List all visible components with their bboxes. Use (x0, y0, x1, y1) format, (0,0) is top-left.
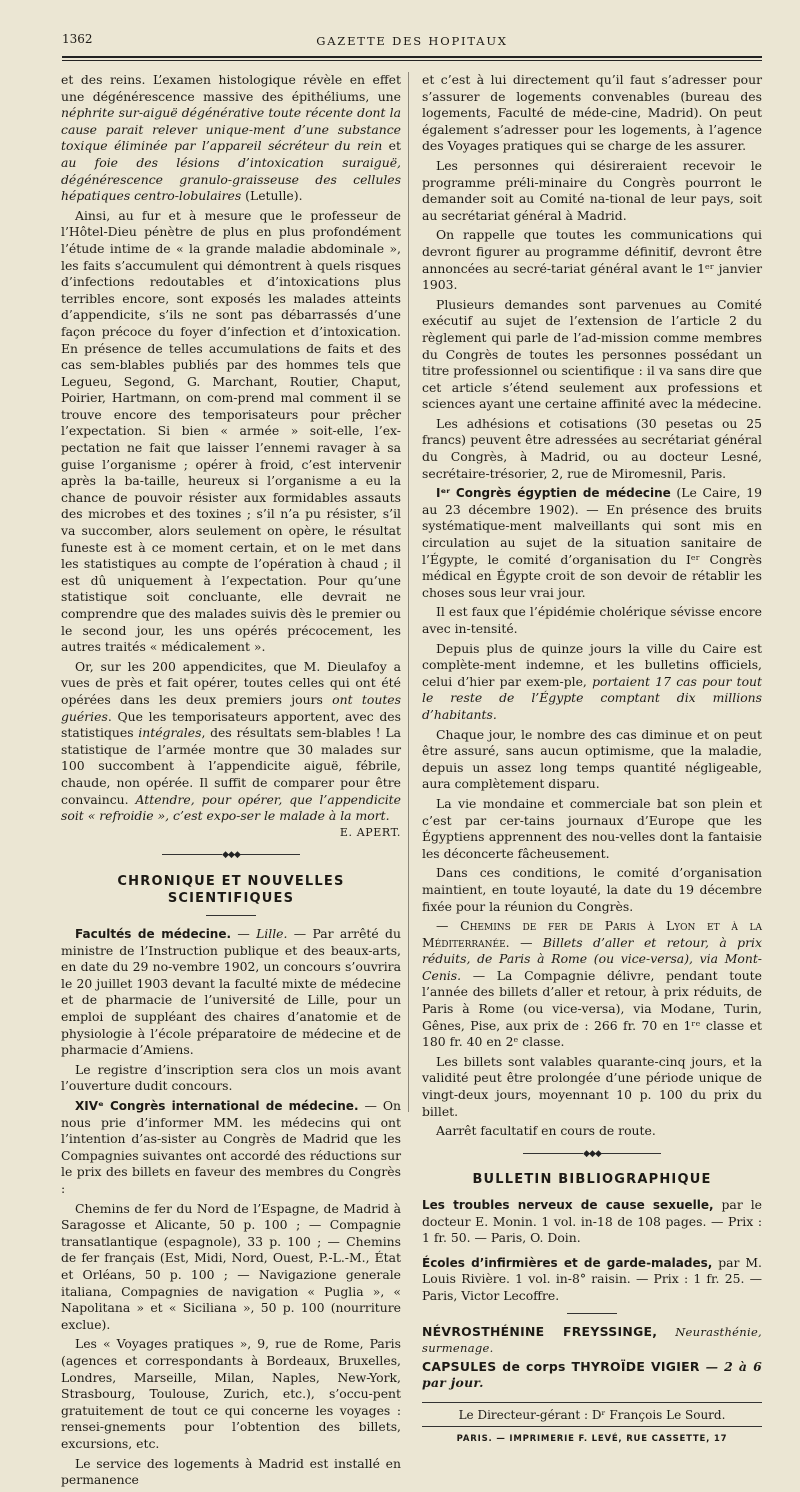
footer-rule (422, 1426, 762, 1427)
news-paragraph: Il est faux que l’épidémie cholérique sévisse encore avec in-tensité. (422, 604, 762, 636)
news-paragraph: Facultés de médecine. — Lille. — Par arrêté du ministre de l’Instruction publique et des beaux-arts, en date du 29 no-vembre 1902, un concours s’ouvrira le 20 juillet 1903 devant la faculté mixte de médecine et de pharmacie de l’université de Lille, pour un emploi de suppléant des chaires d’anatomie et de physiologie à l’école préparatoire de médecine et de pharmacie d’Amiens. (61, 926, 401, 1058)
article-paragraph: Or, sur les 200 appendicites, que M. Dieulafoy a vues de près et fait opérer, toutes celles qui ont été opérées dans les deux premiers jours ont toutes guéries. Que les temporisateurs apportent, avec des statistiques intégrales, des résultats sem-blables ! La statistique de l’armée montre que 30 malades sur 100 succombent à l’appendicite aiguë, fébrile, chaude, non opérée. Il suffit de comparer pour être convaincu. Attendre, pour opérer, que l’appendicite soit « refroidie », c’est expo-ser le malade à la mort. E. APERT. (61, 659, 401, 825)
news-paragraph: Depuis plus de quinze jours la ville du Caire est complète-ment indemne, et les bulletins officiels, celui d’hier par exem-ple, portaient 17 cas pour tout le reste de l’Égypte comptant dix millions d’habitants. (422, 640, 762, 722)
news-paragraph: Les adhésions et cotisations (30 pesetas ou 25 francs) peuvent être adressées au secrétariat général du Congrès, à Madrid, ou au docteur Lesné, secrétaire-trésorier, 2, rue de Miromesnil, Paris. (422, 415, 762, 481)
news-paragraph: Les « Voyages pratiques », 9, rue de Rome, Paris (agences et correspondants à Bordeaux, Bruxelles, Londres, Marseille, Milan, Naples, New-York, Strasbourg, Toulouse, Zurich, etc.), s’occu-pent gratuitement de tout ce qui concerne les voyages : rensei-gnements pour l’obtention des billets, excursions, etc. (61, 1336, 401, 1451)
article-paragraph: et des reins. L’examen histologique révèle en effet une dégénérescence massive des épithéliums, une néphrite sur-aiguë dégénérative toute récente dont la cause parait relever unique-ment d’une substance toxique éliminée par l’appareil sécréteur du rein et au foie des lésions d’intoxication suraiguë, dégénérescence granulo-graisseuse des cellules hépatiques centro-lobulaires (Letulle). (61, 72, 401, 204)
right-column (422, 72, 762, 1450)
page-header (62, 26, 762, 66)
printer-credit: PARIS. — IMPRIMERIE F. LEVÉ, RUE CASSETTE, 17 (456, 1433, 728, 1444)
director-credit: Le Directeur-gérant : Dʳ François Le Sourd. (458, 1407, 726, 1422)
author-signature: E. APERT. (339, 825, 401, 839)
short-rule (206, 915, 256, 916)
news-paragraph: On rappelle que toutes les communications qui devront figurer au programme définitif, devront être annoncées au secré-tariat général avant le 1ᵉʳ janvier 1903. (422, 227, 762, 293)
ornament-divider: ◆◆◆ (61, 847, 401, 864)
news-paragraph: Iᵉʳ Congrès égyptien de médecine (Le Caire, 19 au 23 décembre 1902). — En présence des bruits systématique-ment malveillants qui sont mis en circulation au sujet de la situation sanitaire de l’Égypte, le comité d’organisation du Iᵉʳ Congrès médical en Égypte croit de son devoir de rétablir les choses sous leur vrai jour. (422, 485, 762, 600)
news-paragraph: XIVᵉ Congrès international de médecine. — On nous prie d’informer MM. les médecins qui ont l’intention d’as-sister au Congrès de Madrid que les Compagnies suivantes ont accordé des réductions sur le prix des billets en faveur des membres du Congrès : (61, 1098, 401, 1196)
journal-title: GAZETTE DES HOPITAUX (316, 34, 508, 48)
advertisement-line: NÉVROSTHÉNINE FREYSSINGE, Neurasthénie, surmenage. (422, 1323, 762, 1356)
left-column (61, 72, 401, 1492)
page-number: 1362 (62, 32, 93, 46)
news-paragraph: et c’est à lui directement qu’il faut s’adresser pour s’assurer de logements convenables (bureau des logements, Faculté de méde-cine, Madrid). On peut également s’adresser pour les logements, à l’agence des Voyages pratiques qui se charge de les assurer. (422, 72, 762, 154)
news-paragraph: Le service des logements à Madrid est installé en permanence (61, 1455, 401, 1488)
news-paragraph: Plusieurs demandes sont parvenues au Comité exécutif au sujet de l’extension de l’article 2 du règlement qui parle de l’ad-mission comme membres du Congrès de toutes les personnes possédant un titre professionnel ou scientifique : il va sans dire que cet article s’étend seulement aux professions et sciences ayant une certaine affinité avec la médecine. (422, 296, 762, 412)
advertisement-line: CAPSULES de corps THYROÏDE VIGIER — 2 à 6 par jour. (422, 1358, 762, 1391)
bibliography-entry: Les troubles nerveux de cause sexuelle, par le docteur E. Monin. 1 vol. in-18 de 108 pages. — Prix : 1 fr. 50. — Paris, O. Doin. (422, 1197, 762, 1246)
news-paragraph: La vie mondaine et commerciale bat son plein et c’est par cer-tains journaux d’Europe que les Égyptiens apprennent des nou-velles dont la fantaisie les déconcerte fâcheusement. (422, 795, 762, 861)
ornament-divider: ◆◆◆ (422, 1146, 762, 1163)
news-paragraph: — Chemins de fer de Paris à Lyon et à la Méditerranée. — Billets d’aller et retour, à prix réduits, de Paris à Rome (ou vice-versa), via Mont-Cenis. — La Compagnie délivre, pendant toute l’année des billets d’aller et retour, à prix réduits, de Paris à Rome (ou vice-versa), via Modane, Turin, Gênes, Pise, aux prix de : 266 fr. 70 en 1ʳᵉ classe et 180 fr. 40 en 2ᵉ classe. (422, 918, 762, 1050)
news-paragraph: Le registre d’inscription sera clos un mois avant l’ouverture dudit concours. (61, 1061, 401, 1094)
news-paragraph: Dans ces conditions, le comité d’organisation maintient, en toute loyauté, la date du 19 décembre fixée pour la réunion du Congrès. (422, 865, 762, 914)
short-rule (567, 1313, 617, 1314)
news-paragraph: Chaque jour, le nombre des cas diminue et on peut être assuré, sans aucun optimisme, que la maladie, depuis un assez long temps quantité négligeable, aura complètement disparu. (422, 726, 762, 792)
section-title-chronique: CHRONIQUE ET NOUVELLES SCIENTIFIQUES (117, 873, 345, 906)
header-rule (62, 56, 762, 61)
bibliography-entry: Écoles d’infirmières et de garde-malades, par M. Louis Rivière. 1 vol. in-8° raisin. — Prix : 1 fr. 25. — Paris, Victor Lecoffre. (422, 1254, 762, 1303)
article-paragraph: Ainsi, au fur et à mesure que le professeur de l’Hôtel-Dieu pénètre de plus en plus profondément l’étude intime de « la grande maladie abdominale », les faits s’accumulent qui démontrent à quels risques d’infections redoutables et d’intoxications plus terribles encore, sont exposés les malades atteints d’appendicite, s’ils ne sont pas débarrassés d’une façon précoce du foyer d’infection et d’intoxication. En présence de telles accumulations de faits et des cas sem-blables publiés par des hommes tels que Legueu, Segond, G. Marchant, Routier, Chaput, Poirier, Hartmann, on com-prend mal comment il se trouve encore des temporisateurs pour prêcher l’expectation. Si bien « armée » soit-elle, l’ex-pectation ne fait que laisser l’ennemi ravager à sa guise l’organisme ; opérer à froid, c’est intervenir après la ba-taille, heureux si l’organisme a eu la chance de pouvoir résister aux formidables assauts des microbes et des toxines ; s’il n’a pu résister, s’il va succomber, alors seulement on opère, le résultat funeste est à ce moment certain, et on le met dans les statistiques au compte de l’opération à chaud ; il est dû uniquement à l’expectation. Pour qu’une statistique soit concluante, elle devrait ne comprendre que des malades suivis dès le premier ou le second jour, les uns opérés précocement, les autres traités « médicalement ». (61, 207, 401, 655)
news-paragraph: Les personnes qui désireraient recevoir le programme préli-minaire du Congrès pourront le demander soit au Comité na-tional de leur pays, soit au secrétariat général à Madrid. (422, 157, 762, 223)
news-paragraph: Chemins de fer du Nord de l’Espagne, de Madrid à Saragosse et Alicante, 50 p. 100 ; — Compagnie transatlantique (espagnole), 33 p. 100 ; — Chemins de fer français (Est, Midi, Nord, Ouest, P.-L.-M., État et Orléans, 50 p. 100 ; — Navigazione generale italiana, Compagnies de navigation « Puglia », « Napolitana » et « Siciliana », 50 p. 100 (nourriture exclue). (61, 1200, 401, 1332)
footer-rule (422, 1402, 762, 1403)
section-title-bulletin: BULLETIN BIBLIOGRAPHIQUE (472, 1172, 712, 1188)
news-paragraph: Aarrêt facultatif en cours de route. (436, 1123, 656, 1139)
column-divider (408, 72, 409, 1112)
news-paragraph: Les billets sont valables quarante-cinq jours, et la validité peut être prolongée d’une période unique de vingt-deux jours, moyennant 10 p. 100 du prix du billet. (422, 1053, 762, 1119)
